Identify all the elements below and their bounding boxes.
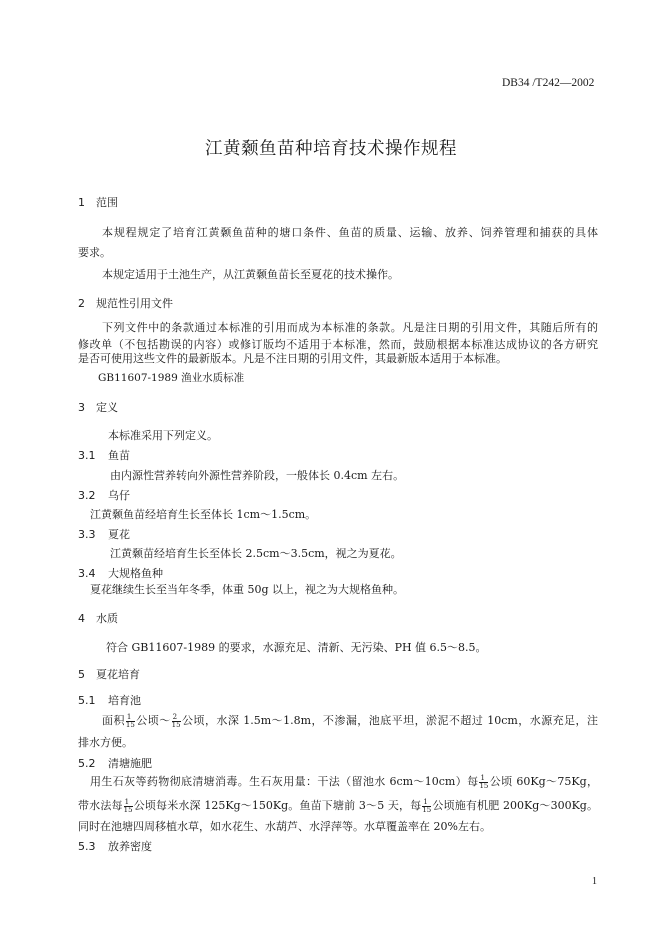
subsection-title: 鱼苗: [108, 449, 130, 462]
subsection-number: 5.3: [78, 840, 96, 853]
paragraph-line: 修改单（不包括勘误的内容）或修订版均不适用于本标准，然而，鼓励根据本标准达成协议的各方研究: [78, 338, 598, 351]
section-5-heading: [78, 666, 140, 682]
text-run: 面积: [102, 714, 125, 727]
fraction-denominator: 15: [123, 805, 133, 814]
section-2-heading: [78, 295, 173, 311]
section-title: 规范性引用文件: [96, 297, 173, 310]
fraction: [172, 714, 181, 729]
section-1-heading: [78, 194, 118, 210]
paragraph-text: 本标准采用下列定义。: [108, 429, 218, 442]
fraction-numerator: 2: [172, 714, 181, 722]
paragraph-line: 要求。: [78, 246, 111, 259]
subsection-title: 培育池: [108, 694, 141, 707]
section-number: 4: [78, 612, 85, 625]
section-4-heading: [78, 610, 118, 626]
section-title: 范围: [96, 196, 118, 209]
definition-text: 夏花继续生长至当年冬季，体重 50g 以上，视之为大规格鱼种。: [90, 583, 405, 596]
text-run: 公顷 60Kg～75Kg，: [489, 775, 598, 788]
subsection-3-3-heading: [78, 526, 130, 542]
subsection-number: 3.2: [78, 489, 96, 502]
fraction-numerator: 1: [124, 799, 133, 807]
subsection-title: 乌仔: [108, 489, 130, 502]
fraction: [422, 799, 431, 814]
definition-text: 江黄颡鱼苗经培育生长至体长 1cm～1.5cm。: [90, 508, 317, 521]
definition-text: 江黄颡苗经培育生长至体长 2.5cm～3.5cm，视之为夏花。: [110, 547, 402, 560]
fraction-numerator: 1: [126, 714, 135, 722]
text-run: 公顷施有机肥 200Kg～300Kg。: [432, 799, 599, 812]
section-title: 水质: [96, 612, 118, 625]
subsection-title: 放养密度: [108, 840, 152, 853]
paragraph-line: [102, 712, 598, 729]
subsection-title: 大规格鱼种: [108, 567, 163, 580]
paragraph-text: 本规定适用于土池生产，从江黄颡鱼苗长至夏花的技术操作。: [102, 268, 399, 281]
fraction-numerator: 1: [479, 775, 488, 783]
subsection-number: 3.1: [78, 449, 96, 462]
text-run: 公顷～: [135, 714, 171, 727]
text-run: 带水法每: [78, 799, 123, 812]
text-run: 公顷，水深 1.5m～1.8m，不渗漏，池底平坦，淤泥不超过 10cm，水源充足，注: [181, 714, 599, 727]
subsection-5-1-heading: [78, 692, 141, 708]
section-number: 5: [78, 668, 85, 681]
fraction-denominator: 15: [422, 805, 432, 814]
fraction: [124, 799, 133, 814]
fraction-denominator: 15: [171, 720, 181, 729]
subsection-title: 清塘施肥: [108, 757, 152, 770]
paragraph-line: [78, 797, 598, 814]
paragraph-line: 同时在池塘四周移植水草，如水花生、水葫芦、水浮萍等。水草覆盖率在 20%左右。: [78, 820, 491, 833]
subsection-5-3-heading: [78, 838, 152, 854]
paragraph-line: 本规程规定了培育江黄颡鱼苗种的塘口条件、鱼苗的质量、运输、放养、饲养管理和捕获的具体: [102, 226, 598, 239]
section-title: 定义: [96, 401, 118, 414]
paragraph-line: [90, 773, 598, 790]
subsection-number: 5.2: [78, 757, 96, 770]
text-run: 公顷每米水深 125Kg～150Kg。鱼苗下塘前 3～5 天，每: [133, 799, 422, 812]
definition-text: 由内源性营养转向外源性营养阶段，一般体长 0.4cm 左右。: [110, 469, 405, 482]
subsection-3-1-heading: [78, 447, 130, 463]
paragraph-line: 排水方便。: [78, 736, 133, 749]
fraction-numerator: 1: [422, 799, 431, 807]
section-number: 3: [78, 401, 85, 414]
paragraph-text: 符合 GB11607-1989 的要求，水源充足、清新、无污染、PH 值 6.5～8.5。: [106, 641, 487, 654]
section-3-heading: [78, 399, 118, 415]
subsection-number: 3.4: [78, 567, 96, 580]
page-number: 1: [592, 876, 597, 887]
subsection-3-2-heading: [78, 487, 130, 503]
subsection-5-2-heading: [78, 755, 152, 771]
paragraph-line: 是否可使用这些文件的最新版本。凡是不注日期的引用文件，其最新版本适用于本标准。: [78, 352, 507, 365]
fraction: [126, 714, 135, 729]
section-number: 2: [78, 297, 85, 310]
section-number: 1: [78, 196, 85, 209]
page-title: 江黄颡鱼苗种培育技术操作规程: [205, 139, 457, 159]
fraction-denominator: 15: [125, 720, 135, 729]
text-run: 用生石灰等药物彻底清塘消毒。生石灰用量：干法（留池水 6cm～10cm）每: [90, 775, 479, 788]
fraction-denominator: 15: [479, 781, 489, 790]
subsection-number: 5.1: [78, 694, 96, 707]
subsection-title: 夏花: [108, 528, 130, 541]
subsection-3-4-heading: [78, 565, 163, 581]
reference-item: GB11607-1989 渔业水质标准: [98, 372, 245, 384]
section-title: 夏花培育: [96, 668, 140, 681]
paragraph-line: 下列文件中的条款通过本标准的引用而成为本标准的条款。凡是注日期的引用文件，其随后所有的: [102, 321, 598, 334]
fraction: [479, 775, 488, 790]
subsection-number: 3.3: [78, 528, 96, 541]
document-number: DB34 /T242—2002: [502, 77, 595, 89]
